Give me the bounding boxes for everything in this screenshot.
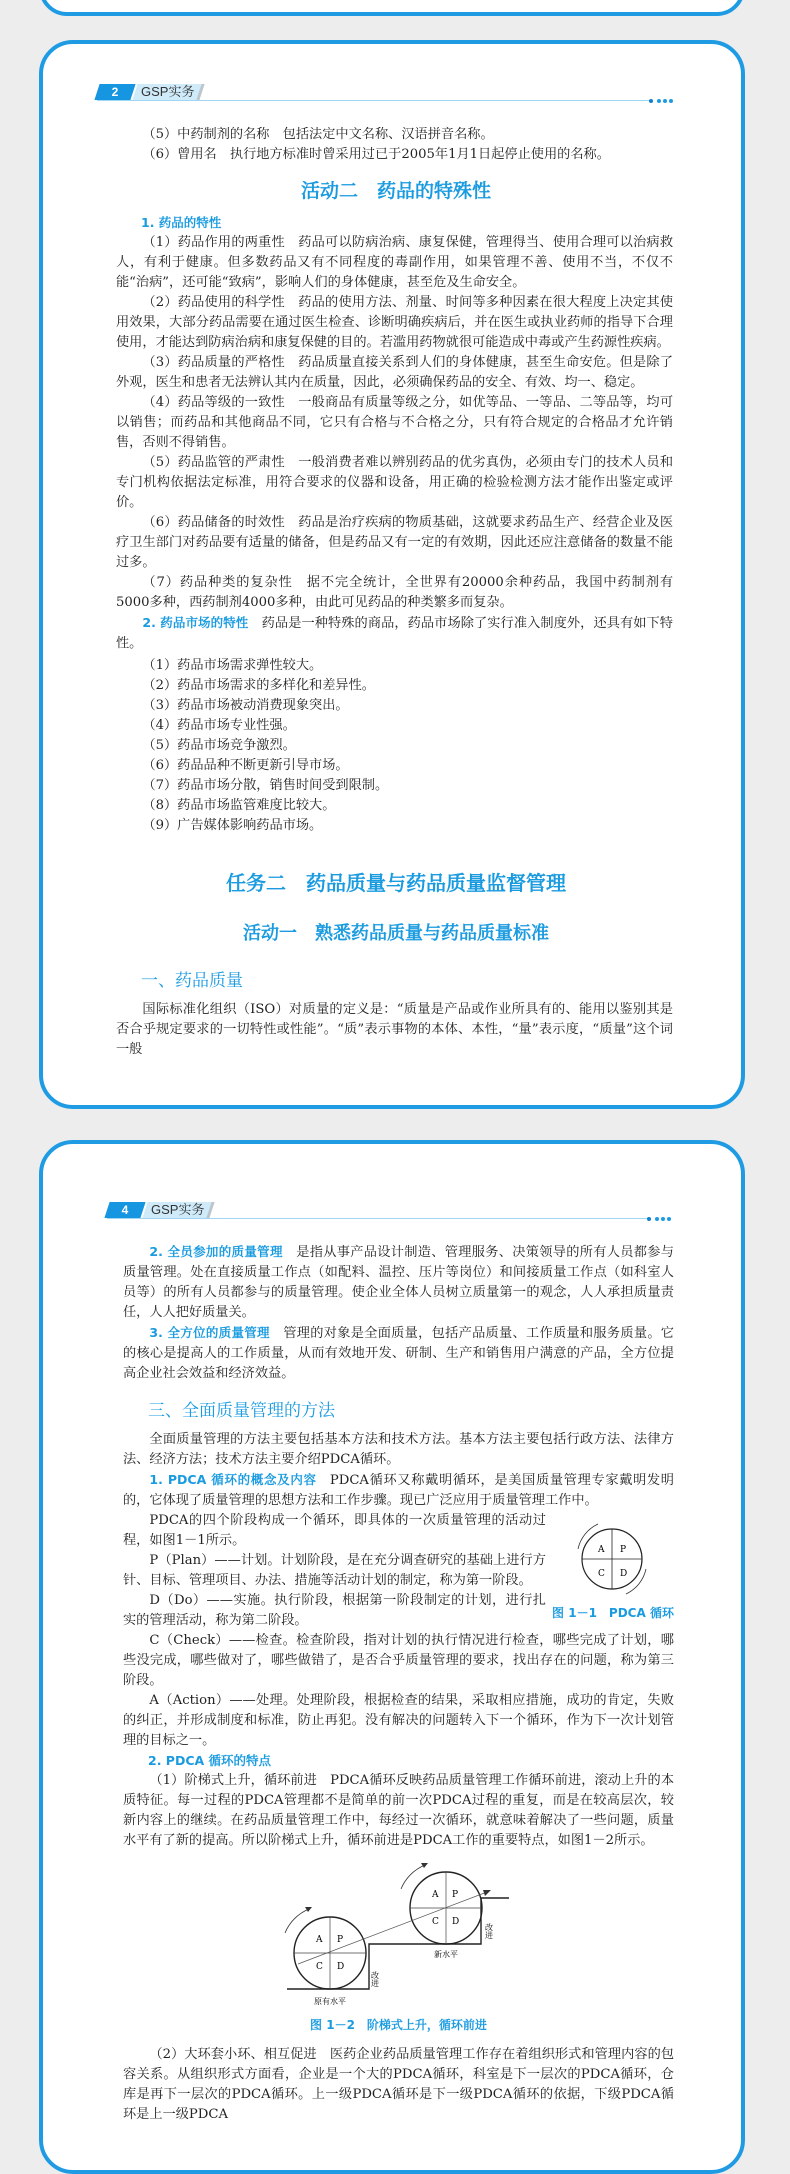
old-level-label: 原有水平 <box>313 1997 346 2006</box>
book-title: GSP实务 <box>151 1202 205 1217</box>
task-title: 任务二 药品质量与药品质量监督管理 <box>226 871 566 895</box>
page-number: 2 <box>111 85 119 99</box>
book-title-badge <box>142 1202 214 1218</box>
quadrant-label: D <box>336 1962 344 1972</box>
feature-2: （2）大环套小环、相互促进 医药企业药品质量管理工作存在着组织形式和管理内容的包容关系。从组织形式方面看，企业是一个大的PDCA循环，科室是下一层次的PDCA循环，仓库是再下一层次的PDCA循环。上一级PDCA循环是下一级PDCA循环的依据，下级PDCA循环是上一级PDCA <box>123 2047 675 2122</box>
activity-title: 活动一 熟悉药品质量与药品质量标准 <box>243 923 549 944</box>
section-title: 三、全面质量管理的方法 <box>148 1401 335 1421</box>
page-number-badge <box>94 84 135 100</box>
quadrant-label: D <box>451 1917 459 1927</box>
market-intro: 2. 药品市场的特性 药品是一种特殊的商品，药品市场除了实行准入制度外，还具有如下特性。 <box>116 615 673 651</box>
pdca-cycle-figure-block <box>552 1519 674 1621</box>
previous-page-card <box>39 0 745 16</box>
drug-property: （7）药品种类的复杂性 据不完全统计，全世界有20000余种药品，我国中药制剂有5000多种，西药制剂4000多种，由此可见药品的种类繁多而复杂。 <box>116 575 674 610</box>
improve-label: 改进 <box>370 1971 379 1987</box>
quality-item: 2. 全员参加的质量管理 是指从事产品设计制造、管理服务、决策领导的所有人员都参与质量管理。处在直接质量工作点（如配料、温控、压片等岗位）和间接质量工作点（如科室人员等）的所有人员都参与的质量管理。使企业全体人员树立质量第一的观念，人人承担质量责任，人人把好质量关。 <box>123 1244 674 1320</box>
quadrant-label: C <box>431 1917 439 1927</box>
quadrant-label: P <box>451 1890 458 1900</box>
market-item: （3）药品市场被动消费现象突出。 <box>142 698 349 713</box>
improve-label: 改进 <box>484 1923 493 1939</box>
market-item: （9）广告媒体影响药品市场。 <box>142 818 323 833</box>
quadrant-label: A <box>315 1935 322 1945</box>
methods-intro: 全面质量管理的方法主要包括基本方法和技术方法。基本方法主要包括行政方法、法律方法、经济方法；技术方法主要介绍PDCA循环。 <box>123 1432 674 1467</box>
quality-item: 3. 全方位的质量管理 管理的对象是全面质量，包括产品质量、工作质量和服务质量。它的核心是提高人的工作质量，从而有效地开发、研制、生产和销售用户满意的产品，全方位提高企业社会效益和经济效益。 <box>123 1325 674 1381</box>
page-header <box>97 84 675 101</box>
stage-plan: P（Plan）——计划。计划阶段，是在充分调查研究的基础上进行方针、目标、管理项目、办法、措施等活动计划的制定，称为第一阶段。 <box>123 1553 546 1588</box>
new-level-label: 新水平 <box>433 1950 458 1959</box>
stepwise-figure-block <box>123 1861 674 2033</box>
figure-caption: 图 1－2 阶梯式上升，循环前进 <box>310 2018 487 2032</box>
subsection-heading: 2. PDCA 循环的特点 <box>148 1753 272 1768</box>
drug-property: （3）药品质量的严格性 药品质量直接关系到人们的身体健康，甚至生命安危。但是除了外观，医生和患者无法辨认其内在质量，因此，必须确保药品的安全、有效、均一、稳定。 <box>116 355 674 390</box>
market-item: （1）药品市场需求弹性较大。 <box>142 658 323 673</box>
stepwise-pdca-figure <box>279 1861 519 2011</box>
market-item: （6）药品品种不断更新引导市场。 <box>142 758 349 773</box>
figure-caption: 图 1－1 PDCA 循环 <box>552 1606 674 1620</box>
header-dots-icon <box>647 1217 673 1221</box>
stage-check: C（Check）——检查。检查阶段，指对计划的执行情况进行检查，哪些完成了计划，哪些没完成，哪些做对了，哪些做错了，是否合乎质量管理的要求，找出存在的问题，称为第三阶段。 <box>123 1633 674 1688</box>
quadrant-label: A <box>598 1545 605 1555</box>
market-item: （5）药品市场竞争激烈。 <box>142 738 296 753</box>
stage-do: D（Do）——实施。执行阶段，根据第一阶段制定的计划，进行扎实的管理活动，称为第二阶段。 <box>123 1593 546 1628</box>
quadrant-label: P <box>336 1935 343 1945</box>
market-item: （8）药品市场监管难度比较大。 <box>142 798 336 813</box>
drug-property: （4）药品等级的一致性 一般商品有质量等级之分，如优等品、一等品、二等品等，均可以销售；而药品和其他商品不同，它只有合格与不合格之分，只有符合规定的合格品才允许销售，否则不得销售。 <box>116 395 674 450</box>
market-list <box>116 656 673 836</box>
page-card-4 <box>39 1140 745 2174</box>
feature-1: （1）阶梯式上升，循环前进 PDCA循环反映药品质量管理工作循环前进，滚动上升的本质特征。每一过程的PDCA管理都不是简单的前一次PDCA过程的重复，而是在较高层次，较新内容上的继续。在药品质量管理工作中，每经过一次循环，就意味着解决了一些问题，质量水平有了新的提高。所以阶梯式上升，循环前进是PDCA工作的重要特点，如图1－2所示。 <box>123 1773 675 1848</box>
iso-paragraph: 国际标准化组织（ISO）对质量的定义是：“质量是产品或作业所具有的、能用以鉴别其是否合乎规定要求的一切特性或性能”。“质”表示事物的本体、本性，“量”表示度，“质量”这个词一般 <box>116 1002 673 1057</box>
page-content <box>123 1219 674 2125</box>
quadrant-label: D <box>620 1569 628 1579</box>
pdca-concept: 1. PDCA 循环的概念及内容 PDCA循环又称戴明循环，是美国质量管理专家戴明发明的，它体现了质量管理的思想方法和工作步骤。现已广泛应用于质量管理工作中。 <box>123 1472 674 1508</box>
header-dots-icon <box>649 99 675 103</box>
drug-property: （2）药品使用的科学性 药品的使用方法、剂量、时间等多种因素在很大程度上决定其使用效果，大部分药品需要在通过医生检查、诊断明确疾病后，并在医生或执业药师的指导下合理使用，才能达到防病治病和康复保健的目的。若滥用药物就很可能造成中毒或产生药源性疾病。 <box>116 295 674 350</box>
intro-item: （5）中药制剂的名称 包括法定中文名称、汉语拼音名称。 <box>142 127 494 142</box>
stage-action: A（Action）——处理。处理阶段，根据检查的结果，采取相应措施，成功的肯定，失败的纠正，并形成制度和标准，防止再犯。没有解决的问题转入下一个循环，作为下一次计划管理的目标之一。 <box>123 1693 674 1748</box>
activity-title: 活动二 药品的特殊性 <box>300 180 491 202</box>
intro-item: （6）曾用名 执行地方标准时曾采用过已于2005年1月1日起停止使用的名称。 <box>142 147 610 162</box>
header-rule <box>107 1218 649 1219</box>
market-item: （7）药品市场分散，销售时间受到限制。 <box>142 778 389 793</box>
market-item: （2）药品市场需求的多样化和差异性。 <box>142 678 375 693</box>
header-rule <box>97 100 651 101</box>
drug-property: （5）药品监管的严肃性 一般消费者难以辨别药品的优劣真伪，必须由专门的技术人员和专门机构依据法定标准，用符合要求的仪器和设备，用正确的检验检测方法才能作出鉴定或评价。 <box>116 455 674 510</box>
page-content <box>116 101 673 1060</box>
page-number-badge <box>104 1202 145 1218</box>
book-title: GSP实务 <box>141 84 195 99</box>
drug-property: （6）药品储备的时效性 药品是治疗疾病的物质基础，这就要求药品生产、经营企业及医疗卫生部门对药品要有适量的储备，但是药品又有一定的有效期，因此还应注意储备的数量不能过多。 <box>116 515 674 570</box>
quadrant-label: C <box>315 1962 323 1972</box>
quadrant-label: P <box>620 1545 627 1555</box>
pdca-stages-intro: PDCA的四个阶段构成一个循环，即具体的一次质量管理的活动过程，如图1－1所示。 <box>123 1513 546 1548</box>
book-title-badge <box>132 84 204 100</box>
section-title: 一、药品质量 <box>141 971 243 991</box>
quadrant-label: C <box>598 1569 605 1579</box>
subsection-heading: 1. 药品的特性 <box>141 215 222 230</box>
page-number: 4 <box>121 1203 129 1217</box>
page-header <box>107 1202 673 1219</box>
pdca-cycle-figure <box>568 1519 658 1601</box>
page-card-2 <box>39 40 745 1109</box>
market-item: （4）药品市场专业性强。 <box>142 718 296 733</box>
quadrant-label: A <box>431 1890 438 1900</box>
drug-property: （1）药品作用的两重性 药品可以防病治病、康复保健，管理得当、使用合理可以治病救人，有利于健康。但多数药品又有不同程度的毒副作用，如果管理不善、使用不当，不仅不能“治病”，还可能“致病”，影响人们的身体健康，甚至危及生命安全。 <box>116 235 674 290</box>
